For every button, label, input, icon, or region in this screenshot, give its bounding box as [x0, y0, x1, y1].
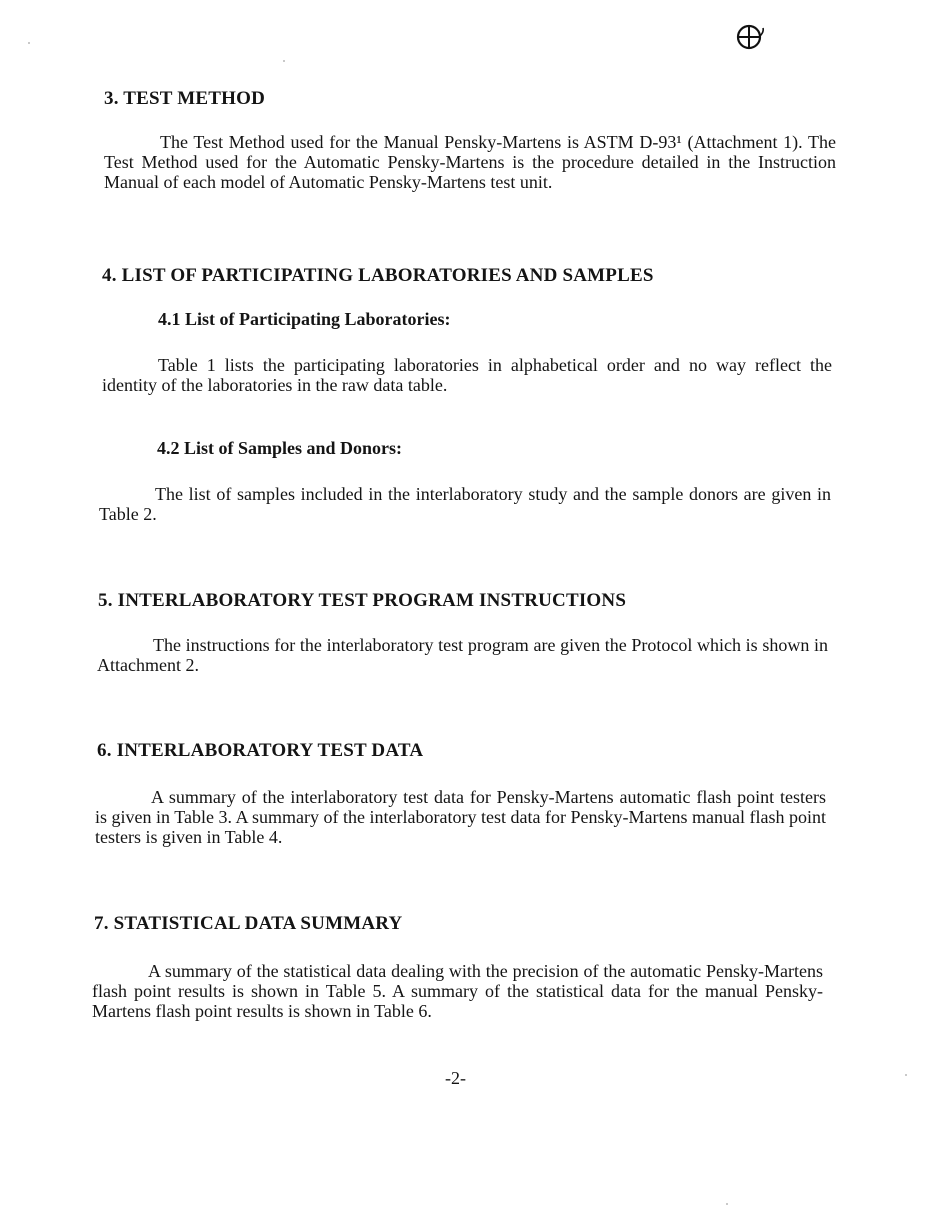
subsection-4-2-heading: 4.2 List of Samples and Donors:	[157, 438, 403, 458]
scan-speck	[905, 1074, 907, 1076]
section-3-paragraph: The Test Method used for the Manual Pensky-Martens is ASTM D-93¹ (Attachment 1). The Test Method used for the Automatic Pensky-Martens is the procedure detailed in the Instruction Manual of each model of Automatic Pensky-Martens test unit.	[104, 132, 836, 192]
section-7-paragraph: A summary of the statistical data dealing with the precision of the automatic Pensky-Martens flash point results is shown in Table 5. A summary of the statistical data for the manual Pensky-Martens flash point results is shown in Table 6.	[92, 961, 823, 1021]
section-5-paragraph: The instructions for the interlaboratory test program are given the Protocol which is shown in Attachment 2.	[97, 635, 828, 675]
page-number: -2-	[445, 1068, 466, 1088]
subsection-4-2-paragraph: The list of samples included in the interlaboratory study and the sample donors are given in Table 2.	[99, 484, 831, 524]
section-6-heading: 6. INTERLABORATORY TEST DATA	[97, 740, 424, 761]
section-3-heading: 3. TEST METHOD	[104, 88, 266, 109]
section-4-heading: 4. LIST OF PARTICIPATING LABORATORIES AND SAMPLES	[102, 265, 654, 286]
scan-speck	[28, 42, 30, 44]
scan-speck	[726, 1203, 728, 1205]
section-6-paragraph: A summary of the interlaboratory test data for Pensky-Martens automatic flash point testers is given in Table 3. A summary of the interlaboratory test data for Pensky-Martens manual flash point testers is given in Table 4.	[95, 787, 826, 847]
section-5-heading: 5. INTERLABORATORY TEST PROGRAM INSTRUCTIONS	[98, 590, 627, 611]
section-7-heading: 7. STATISTICAL DATA SUMMARY	[94, 913, 403, 934]
subsection-4-1-heading: 4.1 List of Participating Laboratories:	[158, 309, 451, 329]
scan-speck	[283, 60, 285, 62]
circled-cross-mark-icon	[735, 22, 765, 52]
subsection-4-1-paragraph: Table 1 lists the participating laboratories in alphabetical order and no way reflect the identity of the laboratories in the raw data table.	[102, 355, 832, 395]
